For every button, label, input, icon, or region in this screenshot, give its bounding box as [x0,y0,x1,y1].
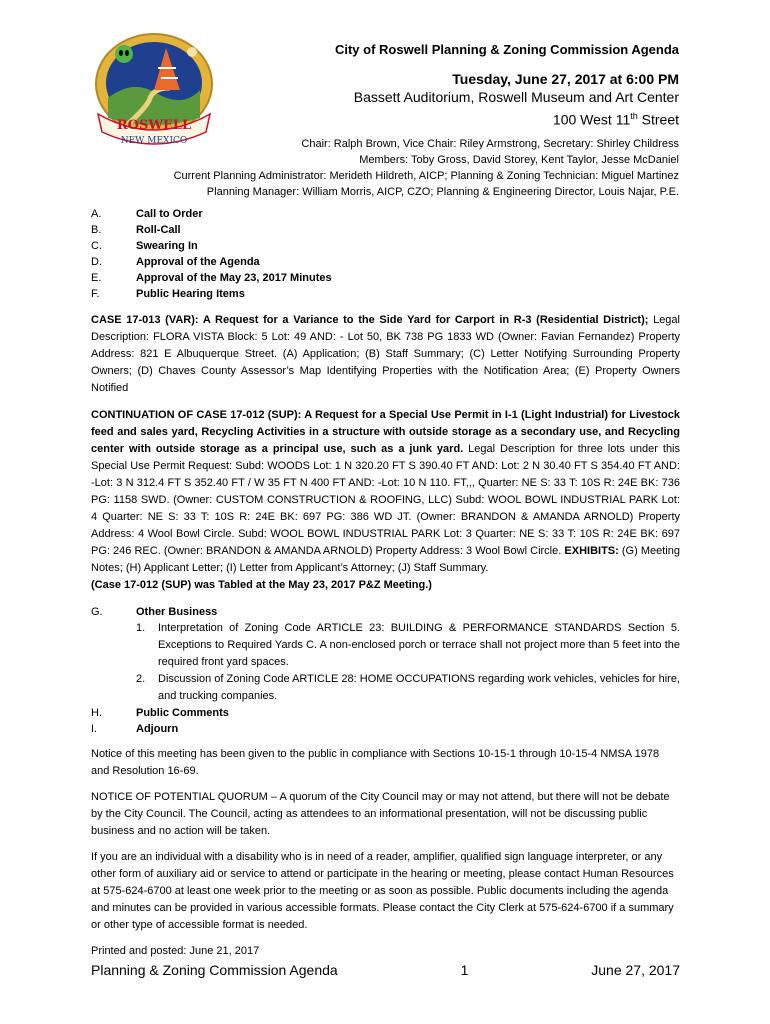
notice-paragraph: Notice of this meeting has been given to the public in compliance with Sections 10-15-1 through 10-15-4 NMSA 1978 and Resolution 16-69. [91,748,660,777]
footer-date: June 27, 2017 [591,962,680,978]
logo-text-new-mexico: NEW MEXICO [120,136,188,146]
meeting-date: Tuesday, June 27, 2017 at 6:00 PM [452,71,679,87]
agenda-body [91,206,680,960]
meeting-street: 100 West 11th Street [552,111,679,128]
footer-title: Planning & Zoning Commission Agenda [91,962,338,978]
agenda-item: G. Other Business [91,606,218,618]
agenda-item: A. Call to Order [91,208,203,220]
agenda-item: B. Roll-Call [91,224,181,236]
officials-line: Chair: Ralph Brown, Vice Chair: Riley Armstrong, Secretary: Shirley Childress [301,138,679,150]
case-17-012: CONTINUATION OF CASE 17-012 (SUP): A Request for a Special Use Permit in I-1 (Light Industrial) for Livestock feed and sales yard, Recycling Activities in a structure with outside storage as a secondary use, and Recycling center with outside storage as a principal use, such as a junk yard. Legal Description for three lots under this Special Use Permit Request: Subd: WOODS Lot: 1 N 320.20 FT S 390.40 FT AND: Lot: 2 N 30.40 FT S 354.40 FT AND: -Lot: 3 N 312.4 FT S 352.40 FT / W 35 FT N 400 FT AND: -Lot: 10 N 110. FT,,, Quarter: NE S: 33 T: 10S R: 24E BK: 736 PG: 1158 SWD. (Owner: CUSTOM CONSTRUCTION & ROOFING, LLC) Subd: WOOL BOWL INDUSTRIAL PARK Lot: 4 Quarter: NE S: 33 T: 10S R: 24E BK: 697 PG: 386 WD JT. (Owner: BRANDON & AMANDA ARNOLD) Property Address: 4 Wool Bowl Circle. Subd: WOOL BOWL INDUSTRIAL PARK Lot: 3 Quarter: NE S: 33 T: 10S R: 24E BK: 697 PG: 246 REC. (Owner: BRANDON & AMANDA ARNOLD) Property Address: 3 Wool Bowl Circle. EXHIBITS: (G) Meeting Notes; (H) Applicant Letter; (I) Letter from Applicant’s Attorney; (J) Staff Summary. (Case 17-012 (SUP) was Tabled at the May 23, 2017 P&Z Meeting.) [91,409,681,591]
agenda-list [91,206,680,302]
quorum-notice: NOTICE OF POTENTIAL QUORUM – A quorum of the City Council may or may not attend, but there will not be debate by the City Council. The Council, acting as attendees to an informational presentation, will not be discussing public business and no action will be taken. [91,791,670,837]
page-title: City of Roswell Planning & Zoning Commission Agenda [334,42,679,57]
page-footer [91,962,680,978]
agenda-header [179,42,679,130]
logo-text-roswell: ROSWELL [116,118,192,133]
posted-date: Printed and posted: June 21, 2017 [91,945,260,957]
officials-line: Planning Manager: William Morris, AICP, CZO; Planning & Engineering Director, Louis Najar, P.E. [206,186,679,198]
accessibility-notice: If you are an individual with a disability who is in need of a reader, amplifier, qualified sign language interpreter, or any other form of auxiliary aid or service to attend or participate in the hearing or meeting, please contact Human Resources at 575-624-6700 at least one week prior to the meeting or as soon as possible. Public documents including the agenda and minutes can be provided in various accessible formats. Please contact the City Clerk at 575-624-6700 if a summary or other type of accessible format is needed. [91,851,674,931]
agenda-item: H. Public Comments [91,707,229,719]
officials-line: Current Planning Administrator: Merideth Hildreth, AICP; Planning & Zoning Technician: Miguel Martinez [173,170,679,182]
agenda-item: C. Swearing In [91,240,198,252]
agenda-item: I. Adjourn [91,723,179,735]
agenda-item: F. Public Hearing Items [91,288,245,300]
other-business-item: 1. Interpretation of Zoning Code ARTICLE 23: BUILDING & PERFORMANCE STANDARDS Section 5. Exceptions to Required Yards C. A non-enclosed porch or terrace shall not project more than 5 feet into the required front yard spaces. [136,622,680,668]
officials-line: Members: Toby Gross, David Storey, Kent Taylor, Jesse McDaniel [359,154,679,166]
logo-alien-head [115,45,133,63]
other-business-item: 2. Discussion of Zoning Code ARTICLE 28: HOME OCCUPATIONS regarding work vehicles, vehicles for hire, and trucking companies. [136,673,680,702]
agenda-item: D. Approval of the Agenda [91,256,260,268]
officials-list [59,136,679,200]
meeting-venue: Bassett Auditorium, Roswell Museum and Art Center [353,89,679,105]
other-business-section [91,604,680,737]
page-number: 1 [460,962,469,978]
case-17-013: CASE 17-013 (VAR): A Request for a Variance to the Side Yard for Carport in R-3 (Residential District); Legal Description: FLORA VISTA Block: 5 Lot: 49 AND: - Lot 50, BK 738 PG 1833 WD (Owner: Favian Fernandez) Property Address: 821 E Albuquerque Street. (A) Application; (B) Staff Summary; (C) Letter Notifying Surrounding Property Owners; (D) Chaves County Assessor’s Map Identifying Properties with the Notification Area; (E) Property Owners Notified [91,314,680,394]
agenda-item: E. Approval of the May 23, 2017 Minutes [91,272,332,284]
